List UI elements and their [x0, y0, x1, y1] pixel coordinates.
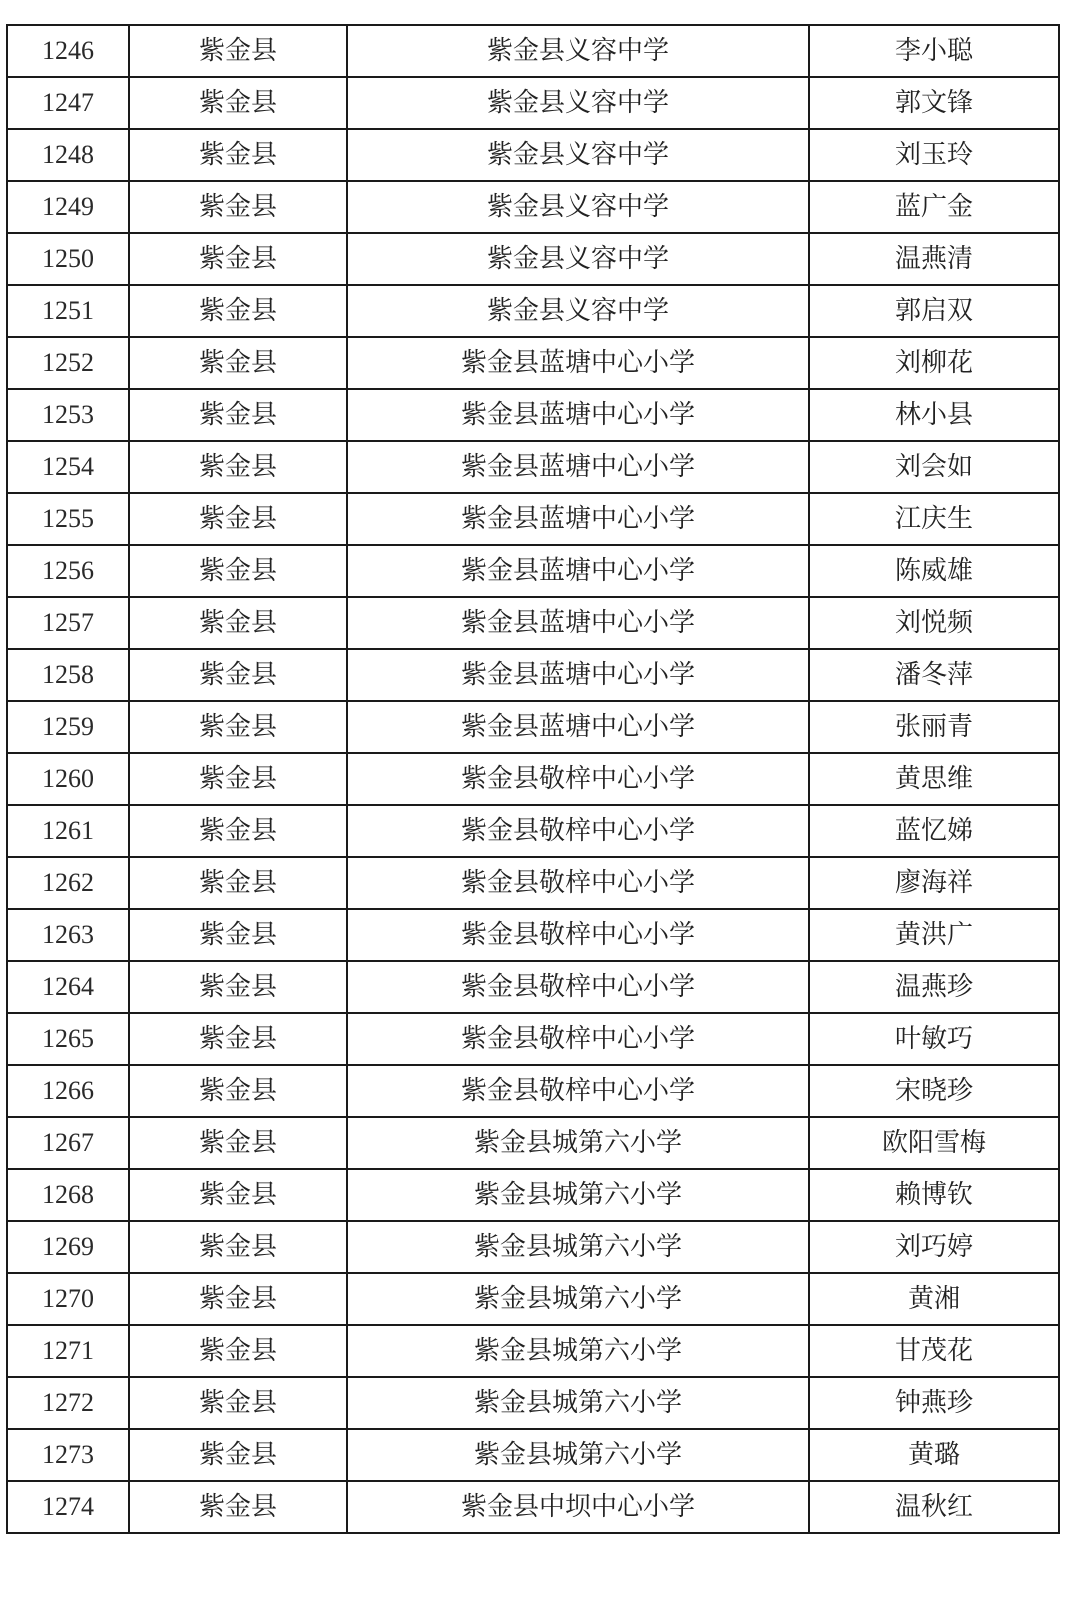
table-row [7, 1169, 1059, 1221]
table-row [7, 1273, 1059, 1325]
row-number: 1259 [7, 701, 129, 753]
row-number: 1263 [7, 909, 129, 961]
school-cell: 紫金县城第六小学 [347, 1117, 809, 1169]
row-number: 1255 [7, 493, 129, 545]
table-row [7, 909, 1059, 961]
school-cell: 紫金县敬梓中心小学 [347, 909, 809, 961]
table-row [7, 25, 1059, 77]
school-cell: 紫金县蓝塘中心小学 [347, 337, 809, 389]
county-cell: 紫金县 [129, 389, 347, 441]
county-cell: 紫金县 [129, 1377, 347, 1429]
county-cell: 紫金县 [129, 129, 347, 181]
county-cell: 紫金县 [129, 493, 347, 545]
table-row [7, 493, 1059, 545]
row-number: 1273 [7, 1429, 129, 1481]
table-row [7, 545, 1059, 597]
row-number: 1248 [7, 129, 129, 181]
table-row [7, 389, 1059, 441]
table-row [7, 1013, 1059, 1065]
school-cell: 紫金县城第六小学 [347, 1221, 809, 1273]
county-cell: 紫金县 [129, 441, 347, 493]
row-number: 1272 [7, 1377, 129, 1429]
row-number: 1246 [7, 25, 129, 77]
row-number: 1247 [7, 77, 129, 129]
row-number: 1261 [7, 805, 129, 857]
row-number: 1256 [7, 545, 129, 597]
person-name-cell: 张丽青 [809, 701, 1059, 753]
row-number: 1249 [7, 181, 129, 233]
county-cell: 紫金县 [129, 961, 347, 1013]
school-cell: 紫金县城第六小学 [347, 1429, 809, 1481]
school-cell: 紫金县义容中学 [347, 25, 809, 77]
table-row [7, 285, 1059, 337]
county-cell: 紫金县 [129, 1013, 347, 1065]
table-row [7, 649, 1059, 701]
row-number: 1264 [7, 961, 129, 1013]
school-cell: 紫金县蓝塘中心小学 [347, 389, 809, 441]
person-name-cell: 李小聪 [809, 25, 1059, 77]
county-cell: 紫金县 [129, 1273, 347, 1325]
person-name-cell: 廖海祥 [809, 857, 1059, 909]
document-page [6, 24, 1058, 1534]
person-name-cell: 刘会如 [809, 441, 1059, 493]
row-number: 1274 [7, 1481, 129, 1533]
row-number: 1251 [7, 285, 129, 337]
person-name-cell: 赖博钦 [809, 1169, 1059, 1221]
school-cell: 紫金县敬梓中心小学 [347, 1013, 809, 1065]
school-cell: 紫金县城第六小学 [347, 1169, 809, 1221]
school-cell: 紫金县敬梓中心小学 [347, 1065, 809, 1117]
county-cell: 紫金县 [129, 753, 347, 805]
table-row [7, 1429, 1059, 1481]
person-name-cell: 黄璐 [809, 1429, 1059, 1481]
county-cell: 紫金县 [129, 77, 347, 129]
table-row [7, 753, 1059, 805]
county-cell: 紫金县 [129, 1117, 347, 1169]
row-number: 1265 [7, 1013, 129, 1065]
row-number: 1270 [7, 1273, 129, 1325]
person-name-cell: 林小县 [809, 389, 1059, 441]
county-cell: 紫金县 [129, 25, 347, 77]
school-cell: 紫金县蓝塘中心小学 [347, 701, 809, 753]
school-cell: 紫金县蓝塘中心小学 [347, 493, 809, 545]
school-cell: 紫金县义容中学 [347, 233, 809, 285]
county-cell: 紫金县 [129, 1429, 347, 1481]
school-cell: 紫金县城第六小学 [347, 1325, 809, 1377]
school-cell: 紫金县敬梓中心小学 [347, 805, 809, 857]
person-name-cell: 蓝广金 [809, 181, 1059, 233]
county-cell: 紫金县 [129, 1325, 347, 1377]
school-cell: 紫金县敬梓中心小学 [347, 753, 809, 805]
row-number: 1254 [7, 441, 129, 493]
person-name-cell: 郭启双 [809, 285, 1059, 337]
county-cell: 紫金县 [129, 805, 347, 857]
person-name-cell: 蓝忆娣 [809, 805, 1059, 857]
row-number: 1267 [7, 1117, 129, 1169]
row-number: 1262 [7, 857, 129, 909]
school-cell: 紫金县蓝塘中心小学 [347, 441, 809, 493]
county-cell: 紫金县 [129, 1065, 347, 1117]
person-name-cell: 黄洪广 [809, 909, 1059, 961]
person-name-cell: 钟燕珍 [809, 1377, 1059, 1429]
person-name-cell: 叶敏巧 [809, 1013, 1059, 1065]
person-name-cell: 刘柳花 [809, 337, 1059, 389]
school-cell: 紫金县敬梓中心小学 [347, 961, 809, 1013]
row-number: 1258 [7, 649, 129, 701]
row-number: 1250 [7, 233, 129, 285]
row-number: 1271 [7, 1325, 129, 1377]
row-number: 1257 [7, 597, 129, 649]
table-row [7, 1377, 1059, 1429]
person-name-cell: 甘茂花 [809, 1325, 1059, 1377]
table-row [7, 77, 1059, 129]
person-name-cell: 温燕清 [809, 233, 1059, 285]
county-cell: 紫金县 [129, 337, 347, 389]
table-row [7, 857, 1059, 909]
county-cell: 紫金县 [129, 909, 347, 961]
table-row [7, 181, 1059, 233]
table-row [7, 1221, 1059, 1273]
county-cell: 紫金县 [129, 545, 347, 597]
county-cell: 紫金县 [129, 181, 347, 233]
school-cell: 紫金县义容中学 [347, 285, 809, 337]
table-row [7, 961, 1059, 1013]
county-cell: 紫金县 [129, 649, 347, 701]
county-cell: 紫金县 [129, 1169, 347, 1221]
person-name-cell: 潘冬萍 [809, 649, 1059, 701]
table-row [7, 597, 1059, 649]
table-row [7, 1325, 1059, 1377]
row-number: 1269 [7, 1221, 129, 1273]
county-cell: 紫金县 [129, 857, 347, 909]
person-name-cell: 温秋红 [809, 1481, 1059, 1533]
school-cell: 紫金县义容中学 [347, 129, 809, 181]
table-row [7, 1481, 1059, 1533]
school-cell: 紫金县城第六小学 [347, 1273, 809, 1325]
person-name-cell: 刘玉玲 [809, 129, 1059, 181]
row-number: 1268 [7, 1169, 129, 1221]
row-number: 1266 [7, 1065, 129, 1117]
roster-table [6, 24, 1060, 1534]
county-cell: 紫金县 [129, 1481, 347, 1533]
person-name-cell: 黄湘 [809, 1273, 1059, 1325]
table-row [7, 701, 1059, 753]
person-name-cell: 宋晓珍 [809, 1065, 1059, 1117]
county-cell: 紫金县 [129, 285, 347, 337]
school-cell: 紫金县中坝中心小学 [347, 1481, 809, 1533]
table-row [7, 441, 1059, 493]
row-number: 1252 [7, 337, 129, 389]
school-cell: 紫金县义容中学 [347, 181, 809, 233]
county-cell: 紫金县 [129, 597, 347, 649]
school-cell: 紫金县蓝塘中心小学 [347, 545, 809, 597]
table-row [7, 129, 1059, 181]
row-number: 1253 [7, 389, 129, 441]
person-name-cell: 郭文锋 [809, 77, 1059, 129]
county-cell: 紫金县 [129, 701, 347, 753]
table-row [7, 805, 1059, 857]
table-row [7, 233, 1059, 285]
school-cell: 紫金县城第六小学 [347, 1377, 809, 1429]
table-row [7, 337, 1059, 389]
person-name-cell: 刘巧婷 [809, 1221, 1059, 1273]
table-row [7, 1065, 1059, 1117]
person-name-cell: 江庆生 [809, 493, 1059, 545]
county-cell: 紫金县 [129, 233, 347, 285]
person-name-cell: 欧阳雪梅 [809, 1117, 1059, 1169]
school-cell: 紫金县蓝塘中心小学 [347, 649, 809, 701]
person-name-cell: 黄思维 [809, 753, 1059, 805]
school-cell: 紫金县蓝塘中心小学 [347, 597, 809, 649]
table-row [7, 1117, 1059, 1169]
person-name-cell: 刘悦频 [809, 597, 1059, 649]
school-cell: 紫金县敬梓中心小学 [347, 857, 809, 909]
row-number: 1260 [7, 753, 129, 805]
person-name-cell: 温燕珍 [809, 961, 1059, 1013]
school-cell: 紫金县义容中学 [347, 77, 809, 129]
county-cell: 紫金县 [129, 1221, 347, 1273]
person-name-cell: 陈威雄 [809, 545, 1059, 597]
roster-table-body [7, 25, 1059, 1533]
